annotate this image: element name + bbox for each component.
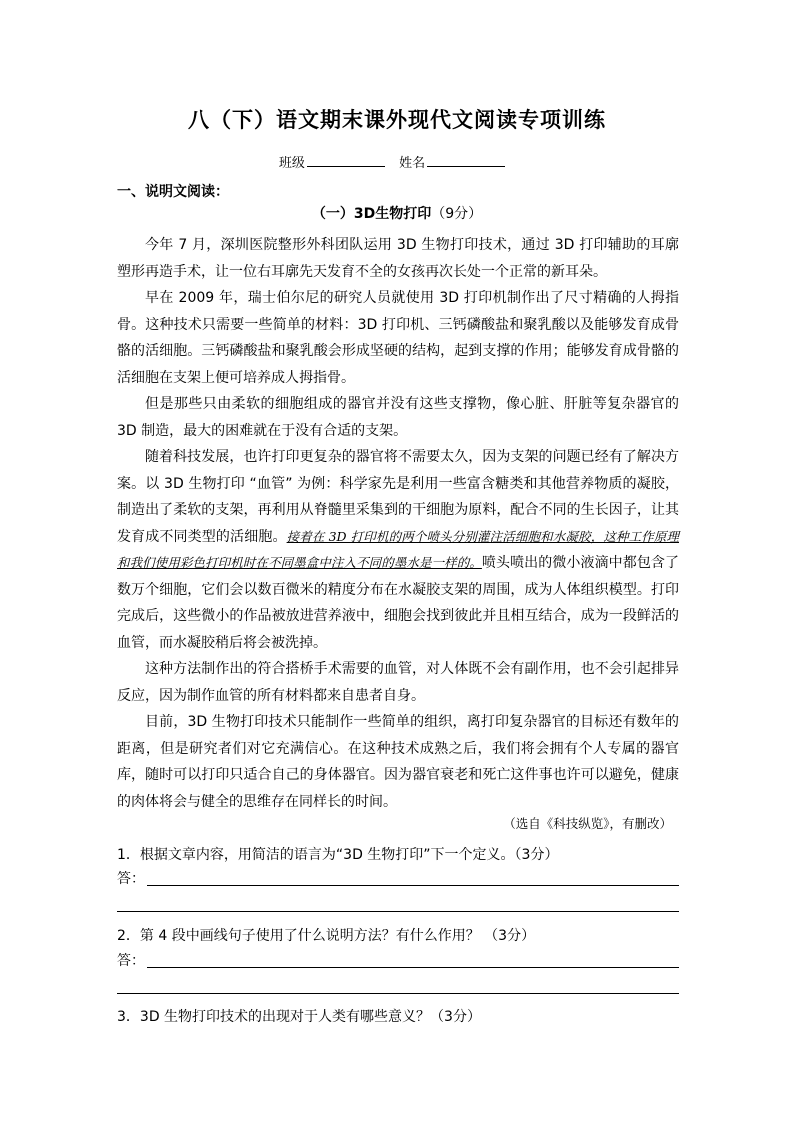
answer-1-row — [117, 868, 679, 888]
paragraph-1: 今年 7 月，深圳医院整形外科团队运用 3D 生物打印技术，通过 3D 打印辅助的耳廓塑形再造手术，让一位右耳廓先天发育不全的女孩再次长处一个正常的新耳朵。 — [117, 237, 679, 280]
underlined-sentence: 接着在 3D 打印机的两个喷头分别灌注活细胞和水凝胶，这种工作原理和我们使用彩色打印机时在不同墨盒中注入不同的墨水是一样的。 — [117, 528, 679, 570]
answer-1-label: 答： — [117, 871, 145, 887]
passage-title: （一）3D生物打印 — [311, 206, 432, 222]
student-info-line — [0, 152, 794, 171]
paragraph-3: 但是那些只由柔软的细胞组成的器官并没有这些支撑物，像心脏、肝脏等复杂器官的 3D 制造，最大的困难就在于没有合适的支架。 — [117, 396, 679, 439]
name-blank[interactable] — [427, 154, 505, 167]
answer-1-line-2[interactable] — [117, 911, 679, 912]
source-citation: （选自《科技纵览》，有删改） — [503, 816, 672, 831]
paragraph-5: 这种方法制作出的符合搭桥手术需要的血管，对人体既不会有副作用，也不会引起排异反应，因为制作血管的所有材料都来自患者自身。 — [117, 661, 679, 704]
paragraph-4 — [117, 444, 679, 656]
section-heading: 一、说明文阅读： — [117, 184, 229, 200]
passage-subtitle — [0, 203, 794, 223]
question-1: 1．根据文章内容，用简洁的语言为“3D 生物打印”下一个定义。（3分） — [117, 847, 559, 863]
class-blank[interactable] — [307, 154, 385, 167]
answer-1-line-1[interactable] — [147, 885, 679, 886]
answer-2-label: 答： — [117, 953, 145, 969]
paragraph-4-part-a: 随着科技发展，也许打印更复杂的器官将不需要太久，因为支架的问题已经有了解决方案。以 3D 生物打印 “血管” 为例：科学家先是利用一些富含糖类和其他营养物质的凝胶，制造出了柔软的支架，再利用从脊髓里采集到的干细胞为原料，配合不同的生长因子，让其发育成不同类型的活细胞。 — [117, 449, 679, 545]
answer-2-line-2[interactable] — [117, 993, 679, 994]
answer-2-row — [117, 950, 679, 970]
name-label: 姓名 — [399, 156, 426, 171]
passage-body — [117, 232, 679, 815]
question-3: 3．3D 生物打印技术的出现对于人类有哪些意义？（3分） — [117, 1009, 481, 1025]
question-2: 2．第 4 段中画线句子使用了什么说明方法？有什么作用？ （3分） — [117, 928, 536, 944]
passage-score: （9分） — [431, 206, 483, 222]
page-title: 八（下）语文期末课外现代文阅读专项训练 — [188, 107, 606, 132]
answer-2-line-1[interactable] — [147, 967, 679, 968]
paragraph-2: 早在 2009 年，瑞士伯尔尼的研究人员就使用 3D 打印机制作出了尺寸精确的人拇指骨。这种技术只需要一些简单的材料：3D 打印机、三钙磷酸盐和聚乳酸以及能够发育成骨骼的活细胞。三钙磷酸盐和聚乳酸会形成坚硬的结构，起到支撑的作用；能够发育成骨骼的活细胞在支架上便可培养成人拇指骨。 — [117, 290, 679, 386]
paragraph-4-part-b: 喷头喷出的微小液滴中都包含了数万个细胞，它们会以数百微米的精度分布在水凝胶支架的周围，成为人体组织模型。打印完成后，这些微小的作品被放进营养液中，细胞会找到彼此并且相互结合，成为一段鲜活的血管，而水凝胶稍后将会被洗掉。 — [117, 555, 679, 651]
paragraph-6: 目前，3D 生物打印技术只能制作一些简单的组织，离打印复杂器官的目标还有数年的距离，但是研究者们对它充满信心。在这种技术成熟之后，我们将会拥有个人专属的器官库，随时可以打印只适合自己的身体器官。因为器官衰老和死亡这件事也许可以避免，健康的肉体将会与健全的思维存在同样长的时间。 — [117, 714, 679, 810]
class-label: 班级 — [278, 156, 305, 171]
